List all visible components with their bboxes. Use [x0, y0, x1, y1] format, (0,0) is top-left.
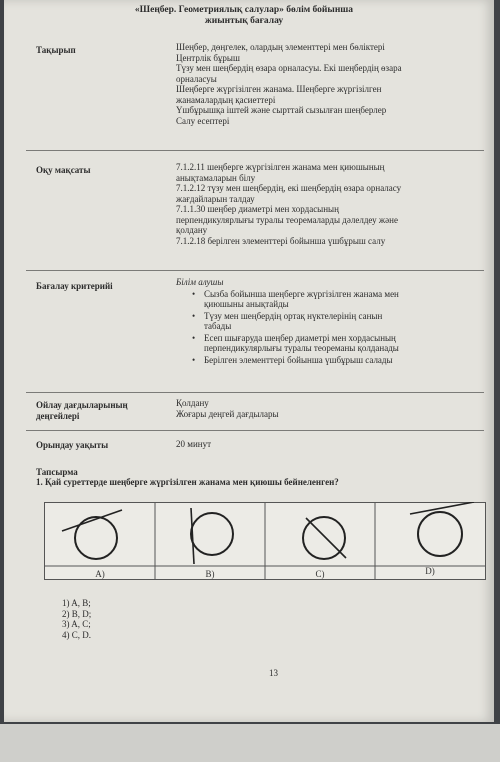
topic-line: Шеңберге жүргізілген жанама. Шеңберге жүргізілген	[176, 84, 382, 94]
objective-line: 7.1.2.11 шеңберге жүргізілген жанама мен қиюшының	[176, 162, 385, 172]
answer-option[interactable]: 2) B, D;	[62, 608, 92, 619]
figure-label-a: A)	[95, 569, 105, 579]
objective-line: перпендикулярлығы туралы теоремаларды дәлелдеу және	[176, 214, 398, 225]
time-label: Орындау уақыты	[36, 440, 109, 450]
topic-line: Салу есептері	[176, 115, 230, 126]
bullet-icon: •	[192, 332, 196, 343]
criteria-item-text: Түзу мен шеңбердің ортақ нүктелерінің санын	[204, 310, 383, 321]
thinking-label	[36, 400, 128, 422]
bullet-icon: •	[192, 354, 196, 365]
objective-line: 7.1.1.30 шеңбер диаметрі мен хордасының	[176, 204, 339, 214]
thinking-label-line: деңгейлері	[36, 411, 80, 421]
thinking-label-line: Ойлау дағдыларының	[36, 400, 128, 410]
figure-label-c: C)	[315, 569, 325, 579]
task-heading: Тапсырма	[36, 467, 78, 477]
objectives-label: Оқу мақсаты	[36, 165, 91, 175]
criteria-list	[176, 289, 476, 366]
task-question: 1. Қай суреттерде шеңберге жүргізілген жанама мен қиюшы бейнеленген?	[36, 477, 339, 487]
page-title	[104, 5, 384, 27]
time-value: 20 минут	[176, 439, 212, 449]
topic-line: орналасуы	[176, 73, 217, 84]
topic-line: Түзу мен шеңбердің өзара орналасуы. Екі шеңбердің өзара	[176, 63, 402, 73]
thinking-line: Қолдану	[176, 398, 209, 408]
topic-line: Центрлік бұрыш	[176, 52, 240, 63]
answer-option[interactable]: 3) A, C;	[62, 619, 91, 629]
criteria-subheading: Білім алушы	[176, 277, 224, 287]
page-number: 13	[269, 668, 278, 678]
objective-line: қолдану	[176, 225, 208, 235]
objective-line: жағдайларын талдау	[176, 193, 255, 204]
objectives-content	[176, 162, 476, 246]
criteria-item-text: Сызба бойынша шеңберге жүргізілген жанама мен	[204, 288, 399, 299]
topic-line: Үшбұрышқа іштей және сырттай сызылған шеңберлер	[176, 105, 387, 115]
next-page-edge	[0, 724, 500, 762]
criteria-label: Бағалау критерийі	[36, 281, 113, 291]
figure-label-b: B)	[205, 569, 215, 579]
bullet-icon: •	[192, 288, 196, 299]
criteria-item	[192, 332, 476, 354]
criteria-item	[192, 354, 476, 366]
bullet-icon: •	[192, 310, 196, 321]
answer-option[interactable]: 1) A, B;	[62, 598, 91, 608]
answer-options	[62, 598, 91, 640]
answer-option[interactable]: 4) C, D.	[62, 629, 91, 640]
title-line-2: жиынтық бағалау	[204, 16, 284, 26]
section-divider	[26, 392, 484, 393]
section-divider	[26, 430, 484, 431]
title-line-1: «Шеңбер. Геометриялық салулар» бөлім бойынша	[134, 5, 354, 15]
topic-line: жанамалардың қасиеттері	[176, 94, 276, 105]
criteria-item-text: табады	[204, 321, 232, 331]
section-divider	[26, 270, 484, 271]
criteria-item-text: Есеп шығаруда шеңбер диаметрі мен хордасының	[204, 332, 396, 343]
criteria-item	[192, 310, 476, 332]
criteria-item-text: перпендикулярлығы туралы теореманы қолданады	[204, 343, 399, 353]
criteria-content	[176, 277, 476, 366]
figure-label-d: D)	[425, 566, 435, 576]
criteria-item	[192, 288, 476, 310]
topic-line: Шеңбер, дөңгелек, олардың элементтері мен бөліктері	[176, 42, 385, 52]
thinking-content	[176, 398, 476, 419]
objective-line: 7.1.2.18 берілген элементтері бойынша үшбұрыш салу	[176, 235, 386, 246]
worksheet-page	[4, 0, 494, 722]
figure-table	[44, 502, 486, 580]
section-divider	[26, 150, 484, 151]
topic-label: Тақырып	[36, 45, 76, 55]
objective-line: анықтамаларын білу	[176, 172, 256, 183]
objective-line: 7.1.2.12 түзу мен шеңбердің, екі шеңбердің өзара орналасу	[176, 183, 402, 193]
criteria-item-text: Берілген элементтері бойынша үшбұрыш салады	[204, 354, 393, 365]
criteria-item-text: қиюшыны анықтайды	[204, 299, 289, 309]
thinking-line: Жоғары деңгей дағдылары	[176, 408, 279, 419]
topic-content	[176, 42, 476, 126]
